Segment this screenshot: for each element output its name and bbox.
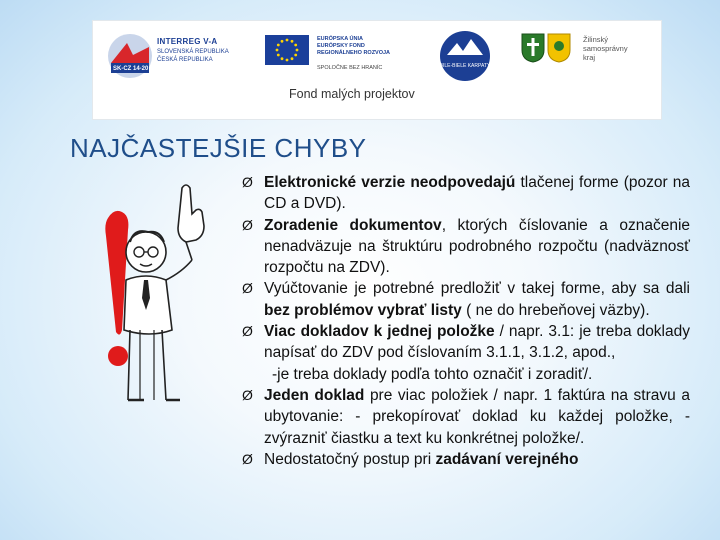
list-item (236, 215, 690, 279)
item-bold: Jeden doklad (264, 386, 365, 404)
eu-flag-icon (265, 35, 309, 65)
page-title: NAJČASTEJŠIE CHYBY (70, 133, 367, 163)
item-bold: Zoradenie dokumentov (264, 216, 442, 234)
eu-slogan: SPOLOČNE BEZ HRANÍC (317, 65, 383, 71)
item-bold: bez problémov vybrať listy (264, 301, 462, 319)
error-list (236, 172, 690, 470)
item-text: ( ne do hrebeňovej väzby). (461, 301, 650, 319)
item-text: , ktorých číslovanie a označenie nenadväzuje na štruktúru podrobného rozpočtu (nadväznosť rozpočtu na ZDV). (264, 216, 691, 277)
item-bold: Viac dokladov k jednej položke (264, 323, 495, 341)
arrow-bullet-icon: Ø (242, 323, 253, 340)
zilina-region-logo (521, 33, 651, 79)
exclamation-man-illustration (100, 180, 250, 410)
item-text: tlačenej forme (pozor na CD a DVD). (264, 174, 690, 213)
arrow-bullet-icon: Ø (242, 450, 253, 467)
list-item (236, 172, 690, 215)
fund-name: Fond malých projektov (289, 87, 415, 101)
arrow-bullet-icon: Ø (242, 174, 253, 190)
arrow-bullet-icon: Ø (242, 216, 253, 233)
list-item (236, 449, 690, 470)
logo-banner (92, 20, 662, 120)
eu-text: EURÓPSKA ÚNIA EURÓPSKY FOND REGIONÁLNEHO ROZVOJA (317, 36, 391, 56)
interreg-mark-icon (107, 33, 153, 79)
arrow-bullet-icon: Ø (242, 280, 253, 297)
karpaty-text: BILE-BIELE KARPATY (439, 63, 491, 69)
interreg-countries: SLOVENSKÁ REPUBLIKA ČESKÁ REPUBLIKA (157, 49, 229, 63)
interreg-title: INTERREG V-A (157, 37, 218, 46)
list-item (236, 385, 690, 449)
item-text: / napr. 3.1: je treba doklady napísať do ZDV pod číslovaním 3.1.1, 3.1.2, apod., (264, 323, 690, 362)
item-text: Nedostatočný postup pri (264, 450, 436, 468)
karpaty-logo (439, 29, 491, 83)
interreg-codes: SK-CZ 14-20 (113, 66, 149, 72)
eu-logo (265, 33, 415, 79)
list-item (236, 278, 690, 321)
region-name: Žilinský samosprávny kraj (583, 35, 628, 62)
region-emblem-icon (547, 33, 571, 63)
item-text: Vyúčtovanie je potrebné predložiť v takej forme, aby sa dali (264, 280, 690, 298)
region-shield-icon (521, 33, 545, 63)
interreg-logo (107, 33, 247, 79)
item-text: pre viac položiek / napr. 1 faktúra na stravu a ubytovanie: - prekopírovať doklad ku každej položke, - zvýrazniť čiastku a text ku konkrétnej položke/. (264, 386, 690, 447)
karpaty-badge-icon (439, 29, 491, 83)
item-bold: zadávaní verejného (435, 450, 579, 468)
item-bold: Elektronické verzie neodpovedajú (264, 174, 516, 191)
list-item (236, 321, 690, 385)
item-subtext: -je treba doklady podľa tohto označiť i zoradiť/. (272, 365, 593, 383)
arrow-bullet-icon: Ø (242, 386, 253, 403)
